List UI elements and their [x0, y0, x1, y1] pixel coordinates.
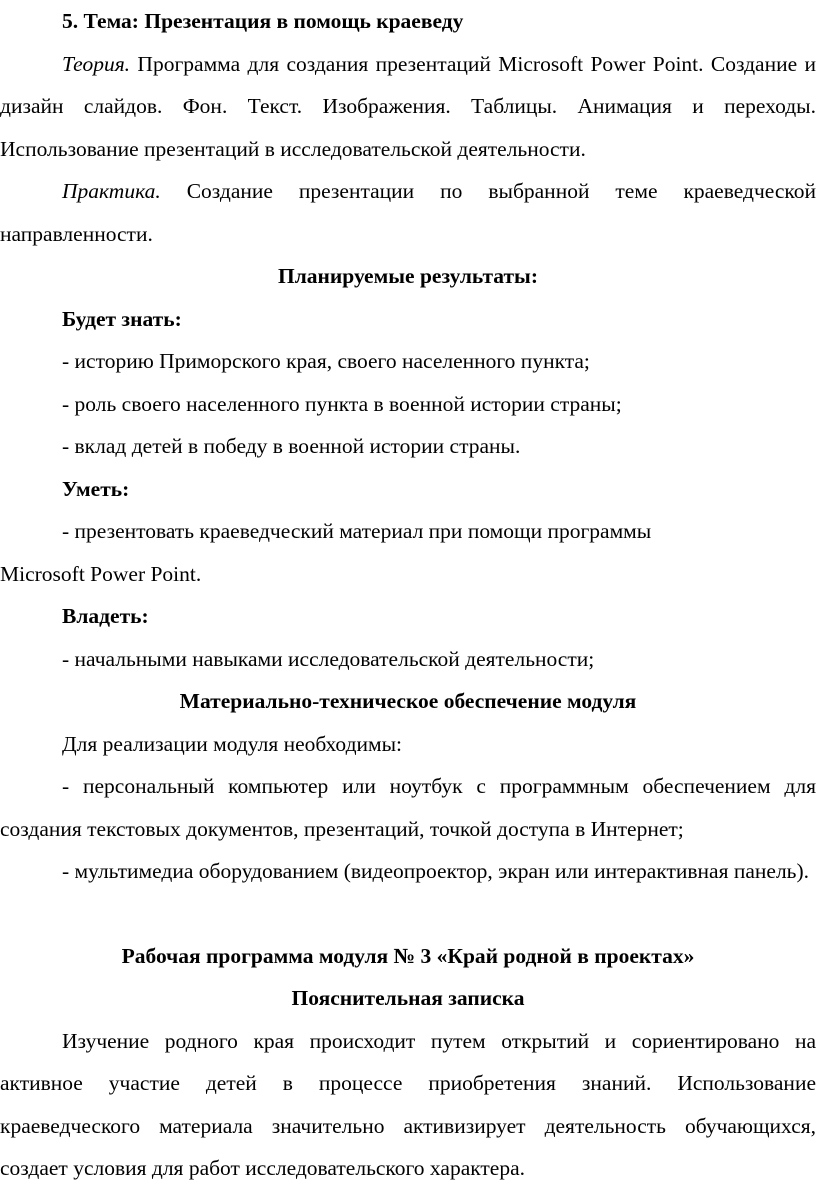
section-gap [0, 893, 816, 935]
own-item: - начальными навыками исследовательской деятельности; [62, 646, 595, 671]
module-paragraph: Изучение родного края происходит путем открытий и сориентировано на активное участие детей в процессе приобретения знаний. Использование краеведческого материала значительно активизирует деятельность обучающихся, создает условия для работ исследовательского характера. [0, 1028, 816, 1180]
results-heading: Планируемые результаты: [277, 264, 538, 288]
module-heading: Рабочая программа модуля № 3 «Край родной в проектах» [121, 943, 695, 968]
know-heading: Будет знать: [62, 306, 182, 331]
support-item: - персональный компьютер или ноутбук с программным обеспечением для создания текстовых документов, презентаций, точкой доступа в Интернет; [0, 774, 816, 841]
module-subheading: Пояснительная записка [291, 986, 525, 1010]
support-intro: Для реализации модуля необходимы: [62, 731, 403, 756]
able-heading: Уметь: [62, 476, 130, 501]
practice-label: Практика. [62, 179, 161, 203]
know-item: - роль своего населенного пункта в военной истории страны; [62, 391, 622, 416]
own-heading: Владеть: [62, 604, 149, 628]
know-item: - историю Приморского края, своего населенного пункта; [62, 349, 590, 373]
know-item: - вклад детей в победу в военной истории страны. [62, 434, 521, 458]
support-heading: Материально-техническое обеспечение модуля [179, 689, 637, 713]
able-item: - презентовать краеведческий материал при помощи программы Microsoft Power Point. [0, 519, 652, 586]
section-heading: 5. Тема: Презентация в помощь краеведу [62, 9, 464, 33]
theory-text: Программа для создания презентаций Microsoft Power Point. Создание и дизайн слайдов. Фон. Текст. Изображения. Таблицы. Анимация и переходы. Использование презентаций в исследовательской деятельности. [0, 51, 816, 161]
practice-paragraph [0, 170, 816, 255]
theory-label: Теория. [62, 51, 131, 76]
theory-paragraph [0, 43, 816, 171]
practice-text: Создание презентации по выбранной теме краеведческой направленности. [0, 179, 816, 246]
support-item: - мультимедиа оборудованием (видеопроектор, экран или интерактивная панель). [62, 859, 810, 883]
